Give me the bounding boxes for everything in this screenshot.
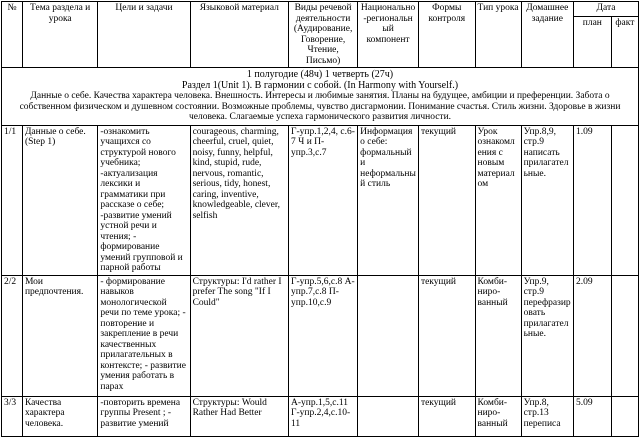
header-type: Тип урока bbox=[475, 2, 521, 68]
table-row bbox=[2, 125, 639, 275]
lesson-control: текущий bbox=[418, 125, 475, 275]
header-language: Языковой материал bbox=[190, 2, 288, 68]
header-fact: факт bbox=[611, 17, 638, 68]
lesson-topic: Качества характера человека. bbox=[22, 396, 97, 436]
lesson-type: Комби-ниро-ванный bbox=[475, 396, 521, 436]
lesson-topic: Мои предпочтения. bbox=[22, 275, 97, 396]
lesson-plan-table bbox=[1, 1, 639, 437]
lesson-number: 1/1 bbox=[2, 125, 23, 275]
lesson-language: Структуры: I'd rather I prefer The song "If I Could" bbox=[190, 275, 288, 396]
lesson-regional bbox=[358, 275, 419, 396]
lesson-date-plan: 5.09 bbox=[573, 396, 611, 436]
lesson-control: текущий bbox=[418, 275, 475, 396]
section-row bbox=[2, 68, 639, 126]
lesson-regional bbox=[358, 396, 419, 436]
lesson-homework: Упр.8, стр.13 переписа bbox=[521, 396, 573, 436]
header-topic: Тема раздела и урока bbox=[22, 2, 97, 68]
lesson-language: Структуры: Would Rather Had Better bbox=[190, 396, 288, 436]
lesson-goals: - формирование навыков монологической речи по теме урока; - повторение и закрепление в речи качественных прилагательных в контексте; - развитие умения работать в парах bbox=[98, 275, 190, 396]
header-homework: Домашнее задание bbox=[521, 2, 573, 68]
lesson-date-fact bbox=[611, 275, 638, 396]
lesson-homework: Упр.9, стр.9 перефразировать прилагательные. bbox=[521, 275, 573, 396]
lesson-number: 2/2 bbox=[2, 275, 23, 396]
table-header-row bbox=[2, 2, 639, 17]
header-date: Дата bbox=[573, 2, 638, 17]
header-plan: план bbox=[573, 17, 611, 68]
unit-description: Данные о себе. Качества характера человека. Внешность. Интересы и любимые занятия. Планы на будущее, амбиции и преференции. Забота о собственном физическом и душевном состоянии. Возможные проблемы, чувство дисгармонии. Понимание счастья. Стиль жизни. Здоровье в жизни человека. Слагаемые успеха гармонического развития личности. bbox=[19, 91, 621, 122]
table-row bbox=[2, 275, 639, 396]
lesson-control: текущий bbox=[418, 396, 475, 436]
lesson-number: 3/3 bbox=[2, 396, 23, 436]
lesson-language: courageous, charming, cheerful, cruel, quiet, noisy, funny, helpful, kind, stupid, rude, nervous, romantic, serious, tidy, honest, caring, inventive, knowledgeable, clever, selfish bbox=[190, 125, 288, 275]
lesson-activities: А-упр.1,5,с.11 Г-упр.2,4,с.10-11 bbox=[289, 396, 358, 436]
semester-title: 1 полугодие (48ч) 1 четверть (27ч) bbox=[246, 69, 394, 80]
lesson-goals: -повторить времена группы Present ; - развитие умений bbox=[98, 396, 190, 436]
lesson-topic: Данные о себе. (Step 1) bbox=[22, 125, 97, 275]
lesson-activities: Г-упр.5,6,с.8 А-упр.7,с.8 П-упр.10,с.9 bbox=[289, 275, 358, 396]
header-number: № bbox=[2, 2, 23, 68]
unit-title: Раздел 1(Unit 1). В гармонии с собой. (In Harmony with Yourself.) bbox=[181, 79, 459, 91]
lesson-date-plan: 2.09 bbox=[573, 275, 611, 396]
header-regional: Национально-региональный компонент bbox=[358, 2, 419, 68]
table-row bbox=[2, 396, 639, 436]
lesson-date-fact bbox=[611, 125, 638, 275]
lesson-goals: -ознакомить учащихся со структурой нового учебника; -актуализация лексики и грамматики при рассказе о себе; -развитие умений устной речи и чтения; - формирование умений групповой и парной работы bbox=[98, 125, 190, 275]
lesson-type: Комби-ниро-ванный bbox=[475, 275, 521, 396]
lesson-type: Урок ознакомления с новым материалом bbox=[475, 125, 521, 275]
lesson-regional: Информация о себе: формальный и неформальный стиль bbox=[358, 125, 419, 275]
lesson-activities: Г-упр.1,2,4, с.6-7 Ч и П-упр.3,с.7 bbox=[289, 125, 358, 275]
header-goals: Цели и задачи bbox=[98, 2, 190, 68]
lesson-date-plan: 1.09 bbox=[573, 125, 611, 275]
header-activities: Виды речевой деятельности (Аудирование, Говорение, Чтение, Письмо) bbox=[289, 2, 358, 68]
header-control: Формы контроля bbox=[418, 2, 475, 68]
lesson-homework: Упр.8,9, стр.9 написать прилагательные. bbox=[521, 125, 573, 275]
lesson-date-fact bbox=[611, 396, 638, 436]
section-cell bbox=[2, 68, 639, 126]
